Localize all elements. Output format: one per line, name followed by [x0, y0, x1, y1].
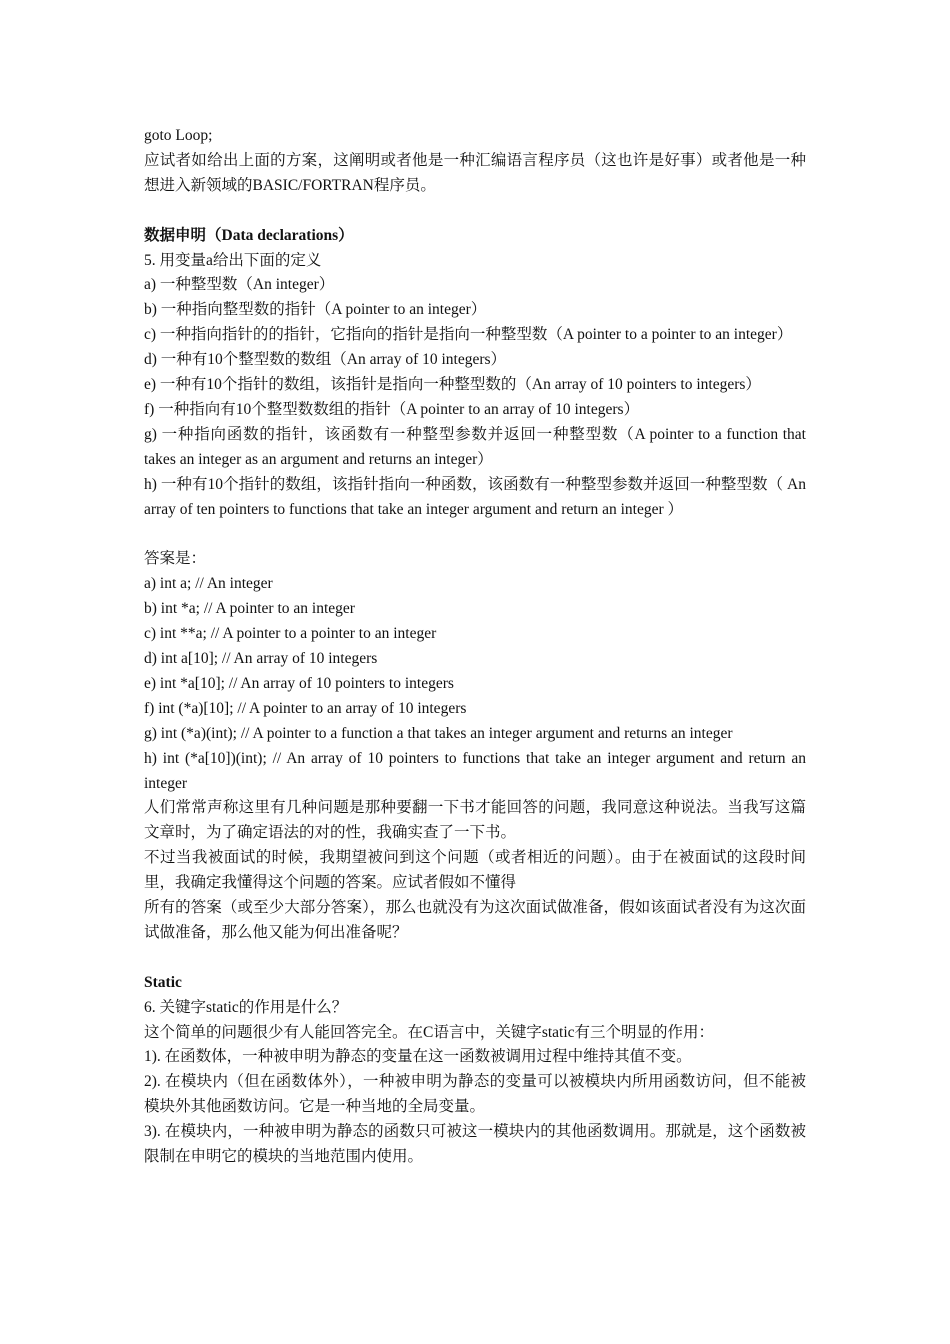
spacer: [144, 946, 806, 971]
definition-item: c) 一种指向指针的的指针，它指向的指针是指向一种整型数（A pointer to a pointer to an integer）: [144, 326, 793, 344]
answer-item: h) int (*a[10])(int); // An array of 10 pointers to functions that take an integer argument and return an integer: [144, 749, 806, 792]
definition-item: f) 一种指向有10个整型数数组的指针（A pointer to an array of 10 integers）: [144, 400, 640, 418]
static-intro: 这个简单的问题很少有人能回答完全。在C语言中，关键字static有三个明显的作用：: [144, 1023, 715, 1041]
question-6: 6. 关键字static的作用是什么？: [144, 998, 348, 1016]
discussion-paragraph: 所有的答案（或至少大部分答案），那么也就没有为这次面试做准备，假如该面试者没有为这次面试做准备，那么他又能为何出准备呢？: [144, 899, 806, 941]
definition-item: g) 一种指向函数的指针，该函数有一种整型参数并返回一种整型数（A pointer to a function that takes an integer as an argument and returns an integer）: [144, 425, 806, 468]
definition-item: d) 一种有10个整型数的数组（An array of 10 integers）: [144, 351, 507, 369]
answer-item: g) int (*a)(int); // A pointer to a function a that takes an integer argument and returns an integer: [144, 724, 733, 742]
answer-item: b) int *a; // A pointer to an integer: [144, 600, 355, 618]
answer-item: a) int a; // An integer: [144, 575, 273, 593]
definition-item: b) 一种指向整型数的指针（A pointer to an integer）: [144, 301, 487, 319]
answer-item: e) int *a[10]; // An array of 10 pointers to integers: [144, 674, 454, 692]
definition-item: h) 一种有10个指针的数组，该指针指向一种函数，该函数有一种整型参数并返回一种整型数（ An array of ten pointers to functions that take an integer argument and return an integer ）: [144, 475, 806, 518]
intro-comment: 应试者如给出上面的方案，这阐明或者他是一种汇编语言程序员（这也许是好事）或者他是一种想进入新领域的BASIC/FORTRAN程序员。: [144, 151, 806, 194]
spacer: [144, 522, 806, 547]
section-heading-static: Static: [144, 973, 182, 991]
static-point: 2). 在模块内（但在函数体外），一种被申明为静态的变量可以被模块内所用函数访问，但不能被模块外其他函数访问。它是一种当地的全局变量。: [144, 1073, 806, 1116]
answer-item: f) int (*a)[10]; // A pointer to an array of 10 integers: [144, 699, 467, 717]
static-point: 3). 在模块内，一种被申明为静态的函数只可被这一模块内的其他函数调用。那就是，这个函数被限制在申明它的模块的当地范围内使用。: [144, 1123, 806, 1166]
code-line: goto Loop;: [144, 127, 213, 144]
question-5: 5. 用变量a给出下面的定义: [144, 251, 322, 269]
static-point: 1). 在函数体，一种被申明为静态的变量在这一函数被调用过程中维持其值不变。: [144, 1048, 692, 1066]
discussion-paragraph: 不过当我被面试的时候，我期望被问到这个问题（或者相近的问题）。由于在被面试的这段时间里，我确定我懂得这个问题的答案。应试者假如不懂得: [144, 849, 806, 892]
answer-item: c) int **a; // A pointer to a pointer to an integer: [144, 625, 437, 643]
discussion-paragraph: 人们常常声称这里有几种问题是那种要翻一下书才能回答的问题，我同意这种说法。当我写这篇文章时，为了确定语法的对的性，我确实查了一下书。: [144, 799, 806, 842]
definition-item: a) 一种整型数（An integer）: [144, 276, 335, 294]
spacer: [144, 199, 806, 224]
answer-label: 答案是：: [144, 550, 207, 568]
section-heading-data-declarations: 数据申明（Data declarations）: [144, 226, 354, 244]
definition-item: e) 一种有10个指针的数组，该指针是指向一种整型数的（An array of 10 pointers to integers）: [144, 376, 761, 394]
answer-item: d) int a[10]; // An array of 10 integers: [144, 650, 378, 667]
